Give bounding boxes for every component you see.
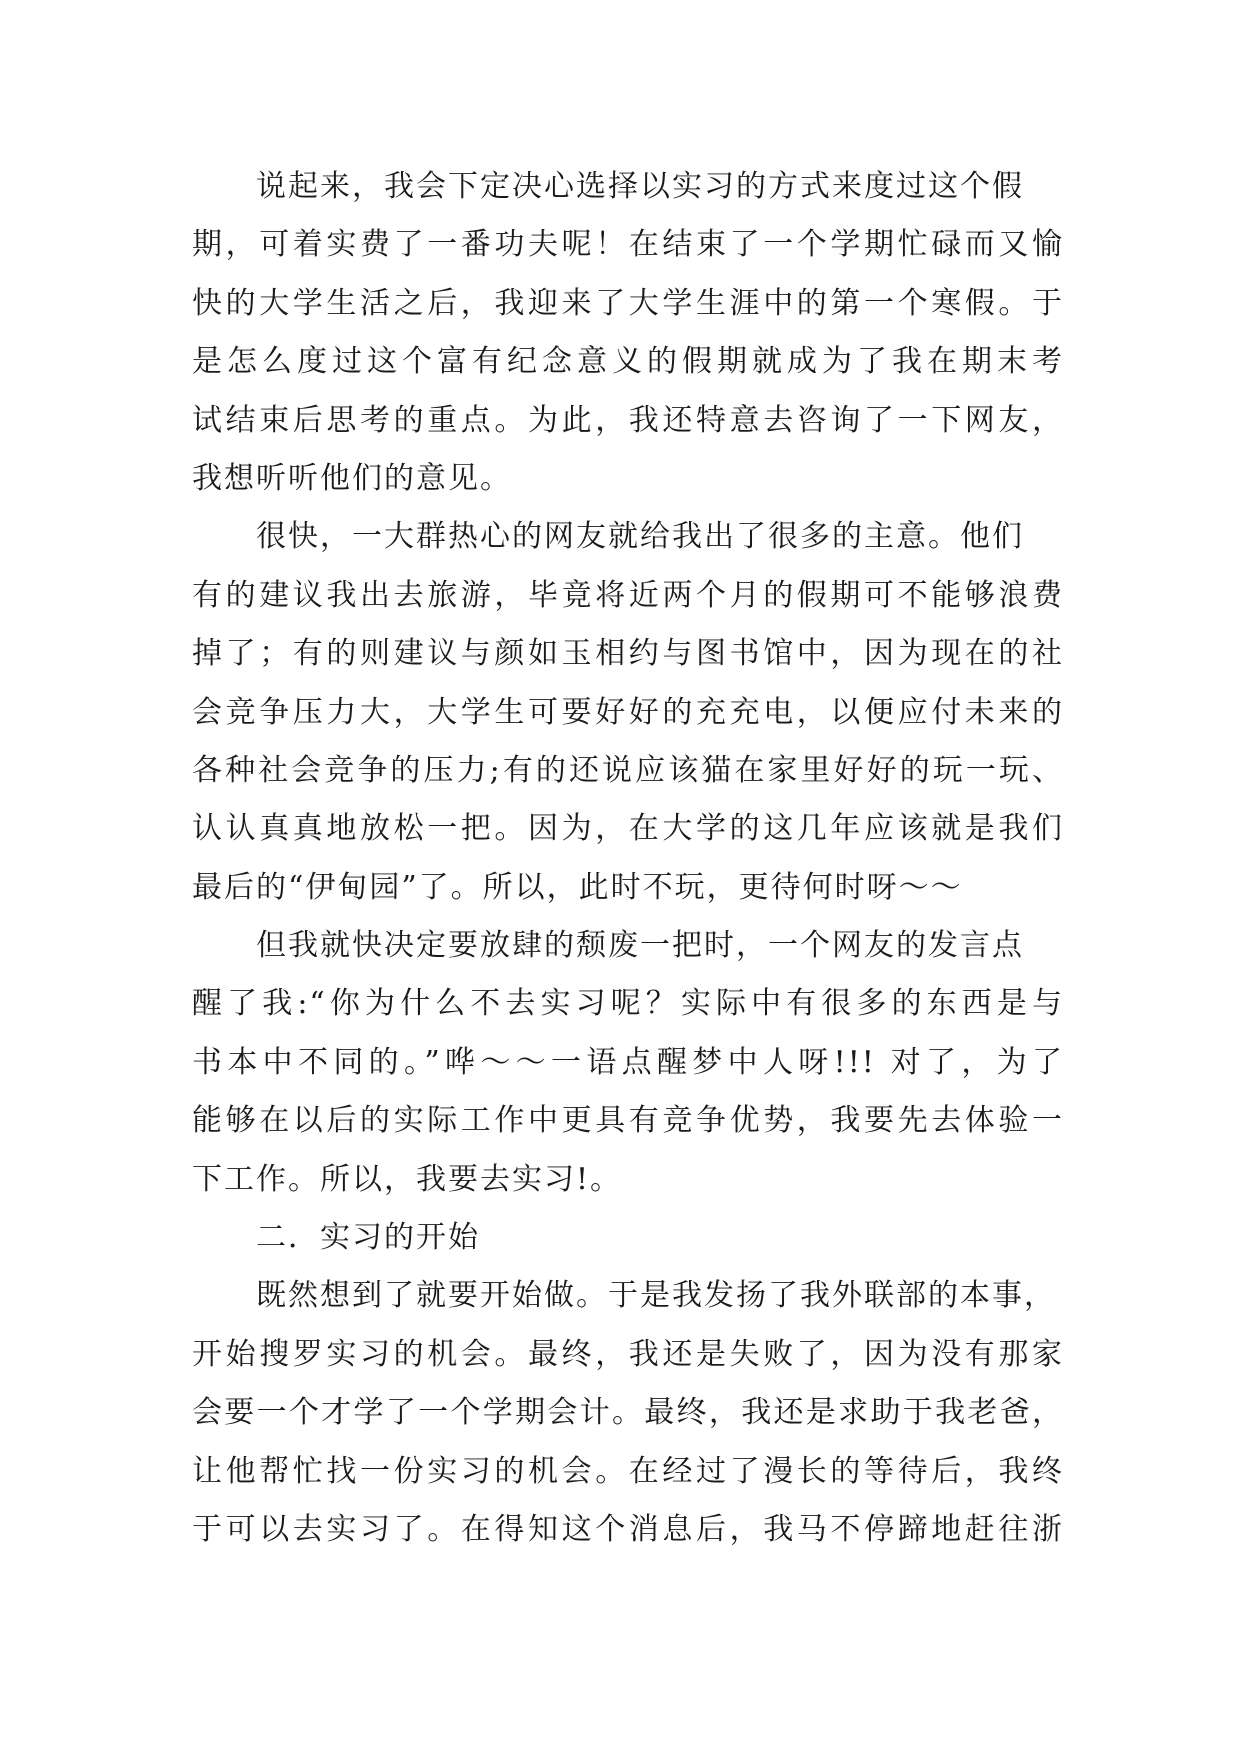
text-line: 试结束后思考的重点。为此，我还特意去咨询了一下网友， — [192, 402, 1064, 438]
text-line: 能够在以后的实际工作中更具有竞争优势，我要先去体验一 — [192, 1103, 1064, 1139]
text-line: 各种社会竞争的压力;有的还说应该猫在家里好好的玩一玩、 — [192, 752, 1064, 788]
text-line: 既然想到了就要开始做。于是我发扬了我外联部的本事， — [256, 1278, 1056, 1314]
text-line: 最后的“伊甸园”了。所以，此时不玩，更待何时呀～～ — [192, 869, 963, 905]
text-line: 我想听听他们的意见。 — [192, 460, 512, 496]
text-line: 于可以去实习了。在得知这个消息后，我马不停蹄地赶往浙 — [192, 1511, 1064, 1547]
text-line: 掉了；有的则建议与颜如玉相约与图书馆中，因为现在的社 — [192, 636, 1064, 672]
text-line: 但我就快决定要放肆的颓废一把时，一个网友的发言点 — [256, 928, 1024, 964]
text-line: 下工作。所以，我要去实习!。 — [192, 1161, 623, 1197]
text-line: 书本中不同的。”哗～～一语点醒梦中人呀!!! 对了，为了 — [192, 1044, 1064, 1080]
text-line: 期，可着实费了一番功夫呢！在结束了一个学期忙碌而又愉 — [192, 227, 1064, 263]
text-line: 很快，一大群热心的网友就给我出了很多的主意。他们 — [256, 519, 1024, 555]
text-line: 醒了我:“你为什么不去实习呢？实际中有很多的东西是与 — [192, 986, 1064, 1022]
text-line: 快的大学生活之后，我迎来了大学生涯中的第一个寒假。于 — [192, 285, 1064, 321]
text-line: 会竞争压力大，大学生可要好好的充充电，以便应付未来的 — [192, 694, 1064, 730]
text-line: 说起来，我会下定决心选择以实习的方式来度过这个假 — [256, 169, 1024, 204]
section-heading: 二．实习的开始 — [256, 1220, 480, 1256]
body-text — [192, 158, 1064, 1559]
text-line: 有的建议我出去旅游，毕竟将近两个月的假期可不能够浪费 — [192, 577, 1064, 613]
text-line: 会要一个才学了一个学期会计。最终，我还是求助于我老爸， — [192, 1395, 1064, 1431]
text-line: 是怎么度过这个富有纪念意义的假期就成为了我在期末考 — [192, 344, 1064, 380]
text-line: 认认真真地放松一把。因为，在大学的这几年应该就是我们 — [192, 811, 1064, 847]
text-line: 让他帮忙找一份实习的机会。在经过了漫长的等待后，我终 — [192, 1453, 1064, 1489]
text-line: 开始搜罗实习的机会。最终，我还是失败了，因为没有那家 — [192, 1336, 1064, 1372]
